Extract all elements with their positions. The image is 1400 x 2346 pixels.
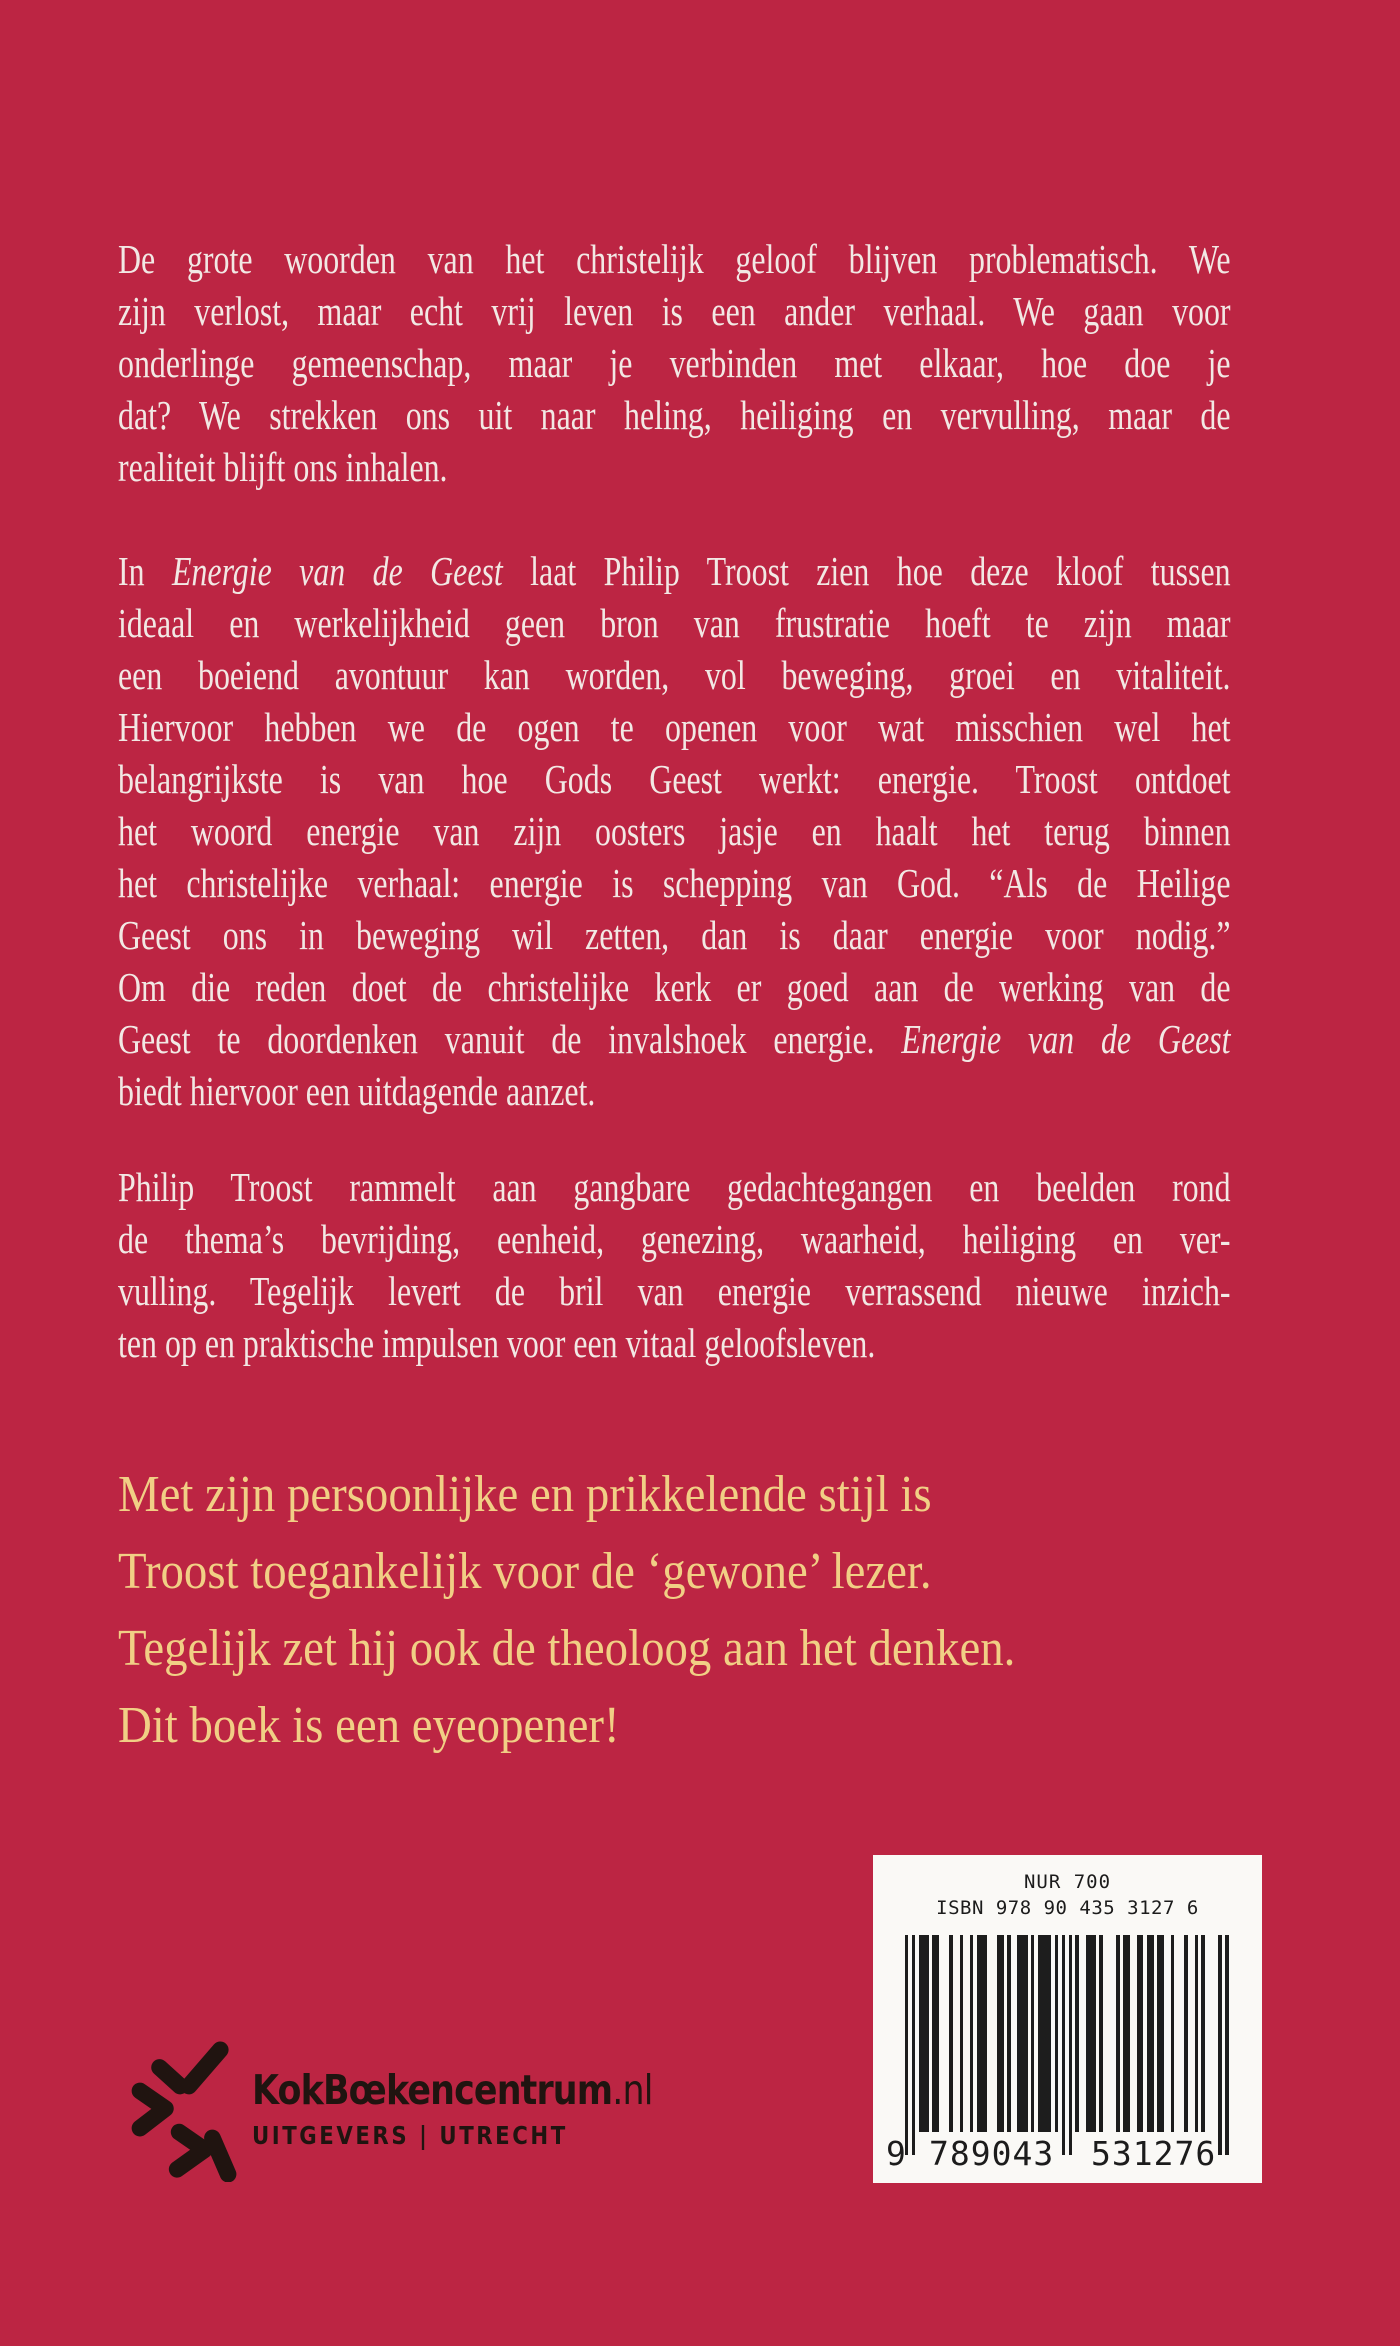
blurb-paragraph-1 — [118, 233, 1231, 493]
text-segment: In — [118, 548, 172, 594]
text-line — [118, 1265, 1231, 1317]
text-segment: Geest te doordenken vanuit de invalshoek energie. — [118, 1016, 902, 1062]
text-line — [118, 961, 1231, 1013]
ean-barcode — [905, 1935, 1229, 2155]
text-line — [118, 597, 1231, 649]
text-segment: Troost toegankelijk voor de ‘gewone’ lezer. — [118, 1543, 932, 1600]
barcode-digit-group: 789043 — [929, 2134, 1055, 2173]
text-line — [118, 649, 1231, 701]
publisher-brand-name — [252, 2066, 653, 2114]
text-segment: dat? We strekken ons uit naar heling, heiliging en vervulling, maar de — [118, 392, 1231, 438]
text-line — [118, 233, 1231, 285]
text-segment: Dit boek is een eyeopener! — [118, 1697, 620, 1754]
barcode-digits — [873, 2134, 1262, 2176]
publisher-logo-mark — [126, 2040, 244, 2182]
isbn-number: ISBN 978 90 435 3127 6 — [936, 1897, 1199, 1919]
text-segment: de thema’s bevrijding, eenheid, genezing, waarheid, heiliging en ver- — [118, 1216, 1231, 1262]
endorsement-quote — [118, 1456, 1234, 1764]
text-line — [118, 389, 1231, 441]
text-segment: vulling. Tegelijk levert de bril van energie verrassend nieuwe inzich- — [118, 1268, 1231, 1314]
brand-bold-text: KokBœkencentrum — [252, 2066, 613, 2114]
text-line — [118, 1065, 1231, 1117]
text-line — [118, 1610, 1234, 1687]
blurb-paragraph-2 — [118, 545, 1231, 1117]
text-line — [118, 441, 1231, 493]
brand-suffix-text: .nl — [612, 2066, 653, 2114]
text-line — [118, 545, 1231, 597]
text-line — [118, 909, 1231, 961]
text-line — [118, 337, 1231, 389]
text-segment: zijn verlost, maar echt vrij leven is een ander verhaal. We gaan voor — [118, 288, 1231, 334]
publisher-logo — [126, 2040, 723, 2182]
text-segment: laat Philip Troost zien hoe deze kloof tussen — [502, 548, 1231, 594]
text-segment: het christelijke verhaal: energie is schepping van God. “Als de Heilige — [118, 860, 1231, 906]
text-line — [118, 1317, 1231, 1369]
text-line — [118, 1456, 1234, 1533]
text-segment: belangrijkste is van hoe Gods Geest werkt: energie. Troost ontdoet — [118, 756, 1231, 802]
italic-text: Energie van de Geest — [901, 1016, 1231, 1062]
italic-text: Energie van de Geest — [171, 548, 503, 594]
barcode-digit-group: 531276 — [1091, 2134, 1217, 2173]
text-segment: Met zijn persoonlijke en prikkelende stijl is — [118, 1466, 932, 1523]
barcode-digit-group: 9 — [886, 2134, 907, 2173]
text-line — [118, 1213, 1231, 1265]
barcode-panel — [873, 1855, 1262, 2183]
nur-code: NUR 700 — [1023, 1871, 1112, 1893]
text-line — [118, 1013, 1231, 1065]
text-line — [118, 1687, 1234, 1764]
text-line — [118, 1161, 1231, 1213]
text-segment: Philip Troost rammelt aan gangbare gedachtegangen en beelden rond — [118, 1164, 1231, 1210]
text-segment: Tegelijk zet hij ook de theoloog aan het denken. — [118, 1620, 1016, 1677]
publisher-tagline: UITGEVERS | UTRECHT — [252, 2121, 568, 2150]
publisher-logo-text — [252, 2066, 653, 2150]
text-line — [118, 805, 1231, 857]
text-segment: het woord energie van zijn oosters jasje en haalt het terug binnen — [118, 808, 1231, 854]
text-segment: realiteit blijft ons inhalen. — [118, 444, 448, 490]
text-segment: ten op en praktische impulsen voor een vitaal geloofsleven. — [118, 1320, 876, 1366]
text-line — [118, 701, 1231, 753]
text-segment: onderlinge gemeenschap, maar je verbinden met elkaar, hoe doe je — [118, 340, 1231, 386]
text-segment: Om die reden doet de christelijke kerk er goed aan de werking van de — [118, 964, 1231, 1010]
text-segment: een boeiend avontuur kan worden, vol beweging, groei en vitaliteit. — [118, 652, 1231, 698]
text-segment: biedt hiervoor een uitdagende aanzet. — [118, 1068, 596, 1114]
blurb-paragraph-3 — [118, 1161, 1231, 1369]
text-line — [118, 753, 1231, 805]
barcode-module — [1225, 1935, 1228, 2155]
text-line — [118, 285, 1231, 337]
text-segment: ideaal en werkelijkheid geen bron van frustratie hoeft te zijn maar — [118, 600, 1231, 646]
text-line — [118, 857, 1231, 909]
text-segment: De grote woorden van het christelijk geloof blijven problematisch. We — [118, 236, 1231, 282]
text-segment: Hiervoor hebben we de ogen te openen voor wat misschien wel het — [118, 704, 1231, 750]
text-line — [118, 1533, 1234, 1610]
text-segment: Geest ons in beweging wil zetten, dan is daar energie voor nodig.” — [118, 912, 1231, 958]
